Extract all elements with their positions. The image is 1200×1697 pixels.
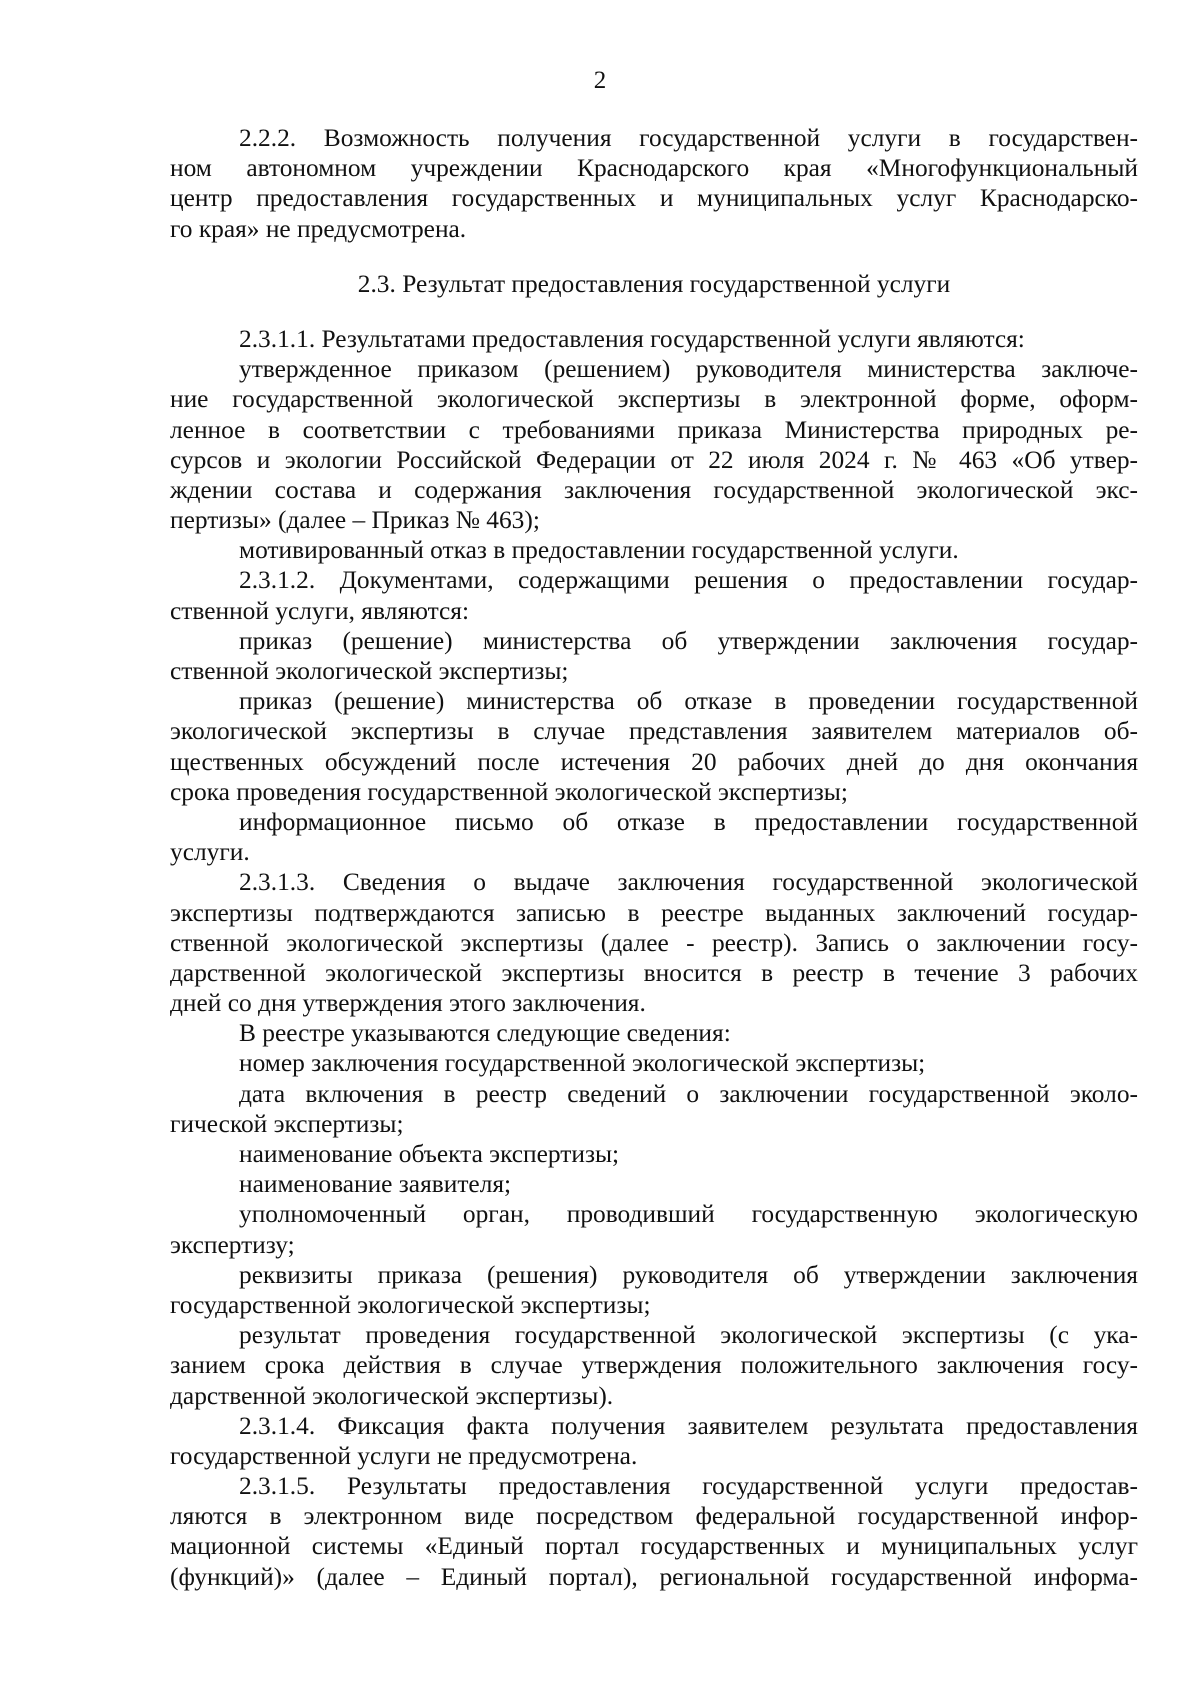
text-line: ственной экологической экспертизы; — [170, 657, 569, 685]
paragraph-gap — [170, 244, 1138, 269]
text-line: 2.2.2. Возможность получения государственной услуги в государствен- — [239, 124, 1138, 152]
text-line: наименование заявителя; — [239, 1170, 512, 1199]
text-line: уполномоченный орган, проводивший государственную экологическую — [239, 1200, 1138, 1229]
document-body — [170, 123, 1138, 1592]
text-line: дней со дня утверждения этого заключения. — [170, 989, 646, 1018]
paragraph-gap — [170, 299, 1138, 324]
text-line: утвержденное приказом (решением) руководителя министерства заключе- — [239, 355, 1138, 384]
text-line: дарственной экологической экспертизы вносится в реестр в течение 3 рабочих — [170, 958, 1138, 987]
text-line: ляются в электронном виде посредством федеральной государственной инфор- — [170, 1502, 1138, 1531]
text-line: 2.3.1.1. Результатами предоставления государственной услуги являются: — [239, 324, 1025, 353]
text-line: центр предоставления государственных и муниципальных услуг Краснодарско- — [170, 184, 1138, 213]
text-line: мотивированный отказ в предоставлении государственной услуги. — [239, 536, 959, 565]
text-line: информационное письмо об отказе в предоставлении государственной — [239, 807, 1138, 836]
text-line: гической экспертизы; — [170, 1109, 404, 1138]
text-line: ждении состава и содержания заключения государственной экологической экс- — [170, 475, 1138, 504]
text-line: занием срока действия в случае утверждения положительного заключения госу- — [170, 1351, 1138, 1380]
text-line: экспертизу; — [170, 1230, 295, 1259]
text-line: пертизы» (далее – Приказ № 463); — [170, 506, 540, 535]
text-line: экологической экспертизы в случае представления заявителем материалов об- — [170, 717, 1138, 746]
section-heading: 2.3. Результат предоставления государственной услуги — [357, 269, 951, 298]
text-line: ственной экологической экспертизы (далее - реестр). Запись о заключении госу- — [170, 928, 1138, 957]
text-line: наименование объекта экспертизы; — [239, 1140, 620, 1168]
text-line: ном автономном учреждении Краснодарского края «Многофункциональный — [170, 154, 1138, 183]
text-line: ленное в соответствии с требованиями приказа Министерства природных ре- — [170, 415, 1138, 444]
text-line: сурсов и экологии Российской Федерации от 22 июля 2024 г. № 463 «Об утвер- — [170, 445, 1138, 474]
text-line: 2.3.1.2. Документами, содержащими решения о предоставлении государ- — [239, 566, 1138, 595]
text-line: приказ (решение) министерства об отказе в проведении государственной — [239, 687, 1138, 716]
text-line: экспертизы подтверждаются записью в реестре выданных заключений государ- — [170, 898, 1138, 927]
text-line: В реестре указываются следующие сведения: — [239, 1019, 731, 1048]
text-line: реквизиты приказа (решения) руководителя об утверждении заключения — [239, 1260, 1138, 1289]
text-line: ние государственной экологической экспертизы в электронной форме, оформ- — [170, 385, 1138, 414]
text-line: услуги. — [170, 838, 250, 867]
text-line: ственной услуги, являются: — [170, 596, 470, 625]
text-line: дата включения в реестр сведений о заключении государственной эколо- — [239, 1079, 1138, 1108]
text-line: 2.3.1.3. Сведения о выдаче заключения государственной экологической — [239, 868, 1138, 897]
text-line: 2.3.1.4. Фиксация факта получения заявителем результата предоставления — [239, 1411, 1138, 1440]
text-line: государственной экологической экспертизы; — [170, 1290, 651, 1319]
text-line: 2.3.1.5. Результаты предоставления государственной услуги предостав- — [239, 1472, 1138, 1501]
text-line: номер заключения государственной экологической экспертизы; — [239, 1049, 926, 1078]
text-line: го края» не предусмотрена. — [170, 214, 467, 243]
page-number: 2 — [593, 67, 607, 94]
text-line: приказ (решение) министерства об утверждении заключения государ- — [239, 626, 1138, 655]
text-line: срока проведения государственной экологической экспертизы; — [170, 777, 848, 806]
text-line: щественных обсуждений после истечения 20 рабочих дней до дня окончания — [170, 747, 1138, 776]
text-line: мационной системы «Единый портал государственных и муниципальных услуг — [170, 1532, 1138, 1561]
text-line: государственной услуги не предусмотрена. — [170, 1441, 638, 1470]
text-line: (функций)» (далее – Единый портал), региональной государственной информа- — [170, 1562, 1138, 1591]
text-line: дарственной экологической экспертизы). — [170, 1381, 614, 1410]
text-line: результат проведения государственной экологической экспертизы (с ука- — [239, 1321, 1138, 1350]
